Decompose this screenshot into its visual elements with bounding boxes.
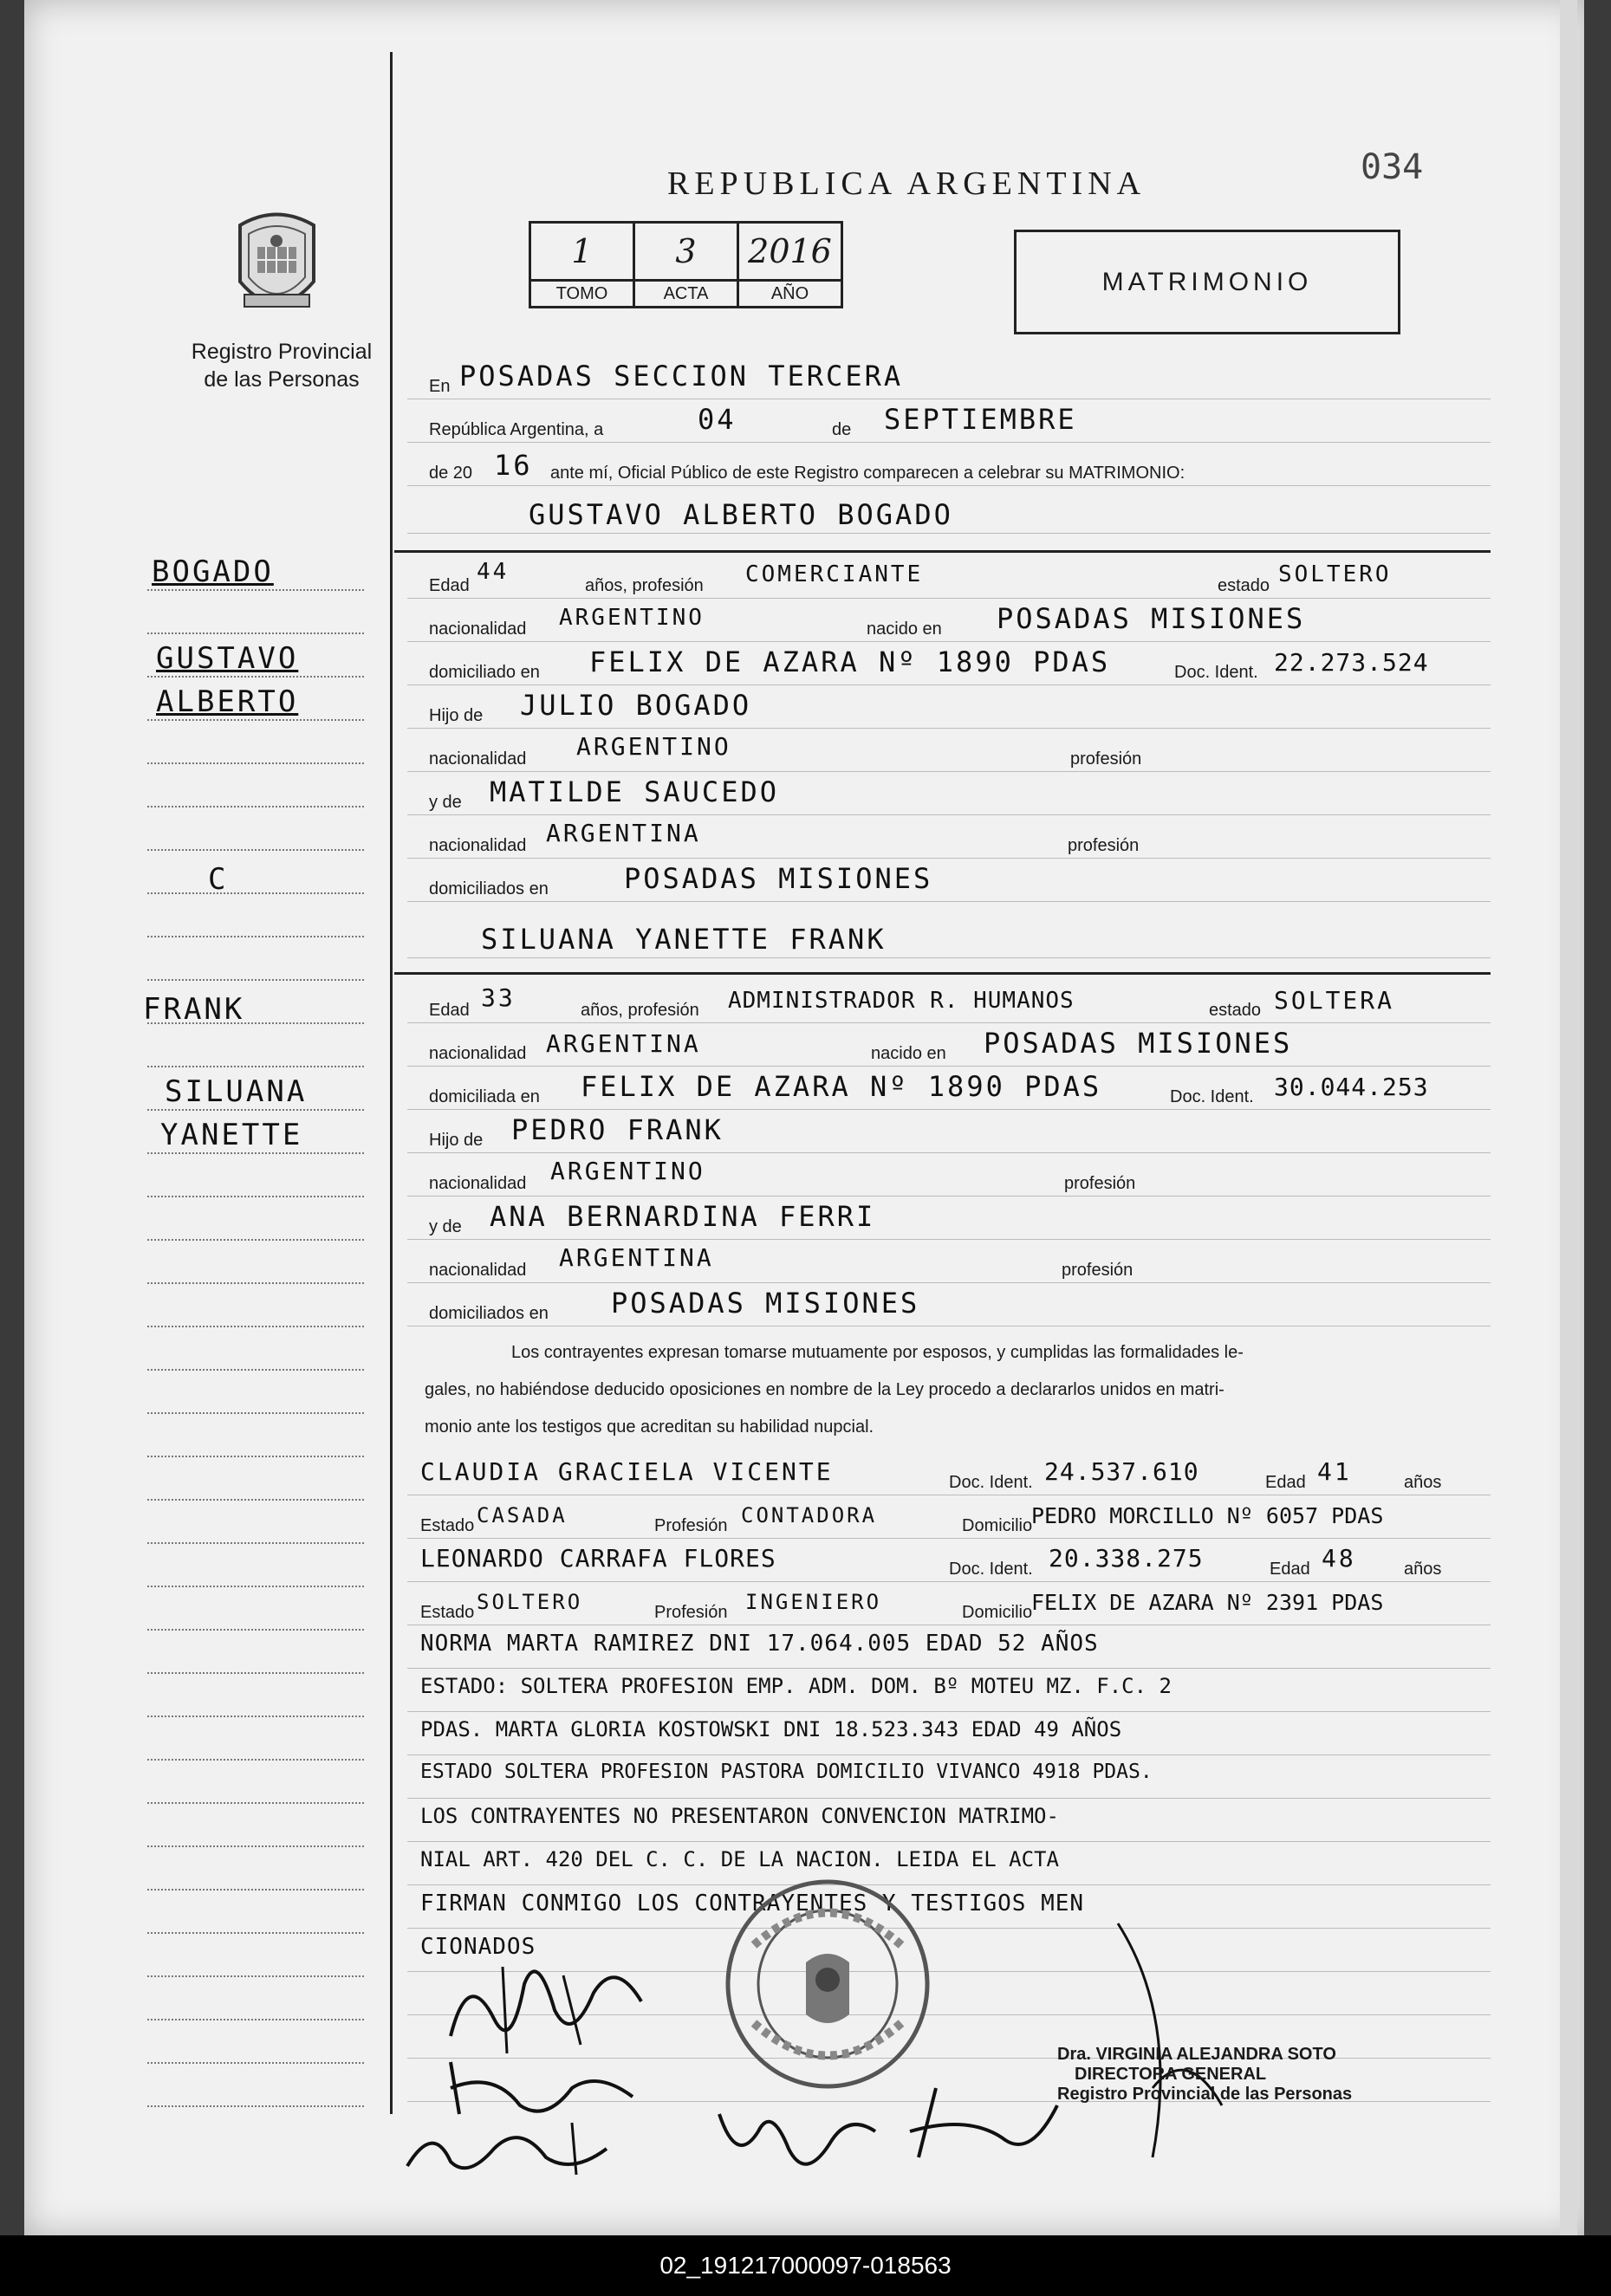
witness1-address: PEDRO MORCILLO Nº 6057 PDAS [1031,1503,1384,1528]
groom-address-label: domiciliado en [429,663,540,682]
bride-nationality: ARGENTINA [546,1029,701,1058]
margin-conjunction: C [208,862,229,897]
bride-mother-nationality: ARGENTINA [559,1243,714,1272]
republica-label: República Argentina, a [429,420,604,439]
bride-full-name: SILUANA YANETTE FRANK [481,923,887,956]
bride-address-label: domiciliada en [429,1087,540,1106]
groom-mother-nationality: ARGENTINA [546,819,701,847]
bride-father-nationality-label: nacionalidad [429,1174,527,1193]
note-line-3: PDAS. MARTA GLORIA KOSTOWSKI DNI 18.523.343 EDAD 49 AÑOS [420,1717,1122,1741]
note-line-8: CIONADOS [420,1934,536,1960]
note-line-6: NIAL ART. 420 DEL C. C. DE LA NACION. LEIDA EL ACTA [420,1847,1059,1871]
witness2-address: FELIX DE AZARA Nº 2391 PDAS [1031,1590,1384,1615]
footer-code: 02_191217000097-018563 [0,2235,1611,2296]
groom-separator [394,550,1491,553]
witness2-profession-label: Profesión [654,1603,728,1622]
bride-profession-label: años, profesión [581,1001,699,1020]
note-line-5: LOS CONTRAYENTES NO PRESENTARON CONVENCION MATRIMO- [420,1804,1059,1828]
bride-status: SOLTERA [1274,986,1395,1015]
official-block [1057,2045,1352,2105]
year-suffix: 16 [494,449,533,482]
folio-number: 034 [1361,147,1424,187]
bride-profession: ADMINISTRADOR R. HUMANOS [728,988,1075,1014]
official-org: Registro Provincial de las Personas [1057,2085,1353,2104]
groom-nationality: ARGENTINO [559,605,705,631]
bride-separator [394,972,1491,975]
official-stamp-icon [719,1876,936,2092]
acta-label: ACTA [634,281,738,308]
registry-name: Registro Provincial de las Personas [191,340,373,392]
witness2-doc-label: Doc. Ident. [949,1560,1033,1579]
margin-groom-name1: GUSTAVO [156,641,299,676]
margin-groom-name2: ALBERTO [156,684,299,719]
de-label: de [832,420,852,439]
margin-bride-name2: YANETTE [160,1118,303,1152]
witness1-age-label: Edad [1265,1473,1306,1492]
bride-father-label: Hijo de [429,1131,484,1150]
bride-father-profession-label: profesión [1064,1174,1136,1193]
province-seal-icon [227,208,327,325]
day-value: 04 [698,403,737,436]
formal-declaration: Los contrayentes expresan tomarse mutuamente por esposos, y cumplidas las formalidades le- gales, no habiéndose deducido oposiciones en nombre de la Ley procedo a declararlos unidos en matri- monio ante los testigos que acreditan su habilidad nupcial. [425,1343,1244,1437]
bride-mother-nationality-label: nacionalidad [429,1261,527,1280]
bride-mother: ANA BERNARDINA FERRI [490,1200,876,1233]
record-type-box: MATRIMONIO [1014,230,1400,334]
witness1-age: 41 [1317,1457,1352,1486]
volume-reference-table [529,221,843,308]
note-line-4: ESTADO SOLTERA PROFESION PASTORA DOMICILIO VIVANCO 4918 PDAS. [420,1761,1153,1783]
signature-witness2-icon [711,2097,884,2192]
groom-nationality-label: nacionalidad [429,619,527,639]
witness2-years-label: años [1404,1560,1442,1579]
witness1-doc-label: Doc. Ident. [949,1473,1033,1492]
official-role: DIRECTORA GENERAL [1075,2065,1267,2084]
groom-father: JULIO BOGADO [520,689,752,722]
bride-age: 33 [481,983,516,1012]
groom-profession: COMERCIANTE [745,561,924,587]
groom-full-name: GUSTAVO ALBERTO BOGADO [529,498,953,531]
witness1-profession: CONTADORA [741,1503,878,1527]
note-line-7: FIRMAN CONMIGO LOS CONTRAYENTES Y TESTIGOS MEN [420,1891,1085,1917]
tomo-label: TOMO [530,281,634,308]
groom-father-label: Hijo de [429,706,484,725]
witness2-profession: INGENIERO [745,1590,882,1614]
bride-father-nationality: ARGENTINO [550,1157,705,1185]
margin-groom-surname: BOGADO [152,555,274,589]
document-title: REPUBLICA ARGENTINA [667,165,1147,202]
year-prefix: de 20 [429,464,473,483]
groom-doc-label: Doc. Ident. [1174,663,1258,682]
note-line-1: NORMA MARTA RAMIREZ DNI 17.064.005 EDAD 52 AÑOS [420,1631,1099,1657]
tomo-value: 1 [530,223,634,281]
groom-parents-address-label: domiciliados en [429,879,549,898]
groom-born-in: POSADAS MISIONES [997,602,1306,635]
official-name: Dra. VIRGINIA ALEJANDRA SOTO [1057,2045,1336,2064]
bride-doc-label: Doc. Ident. [1170,1087,1254,1106]
groom-status: SOLTERO [1278,561,1392,587]
witness1-status: CASADA [477,1503,568,1527]
witness1-doc: 24.537.610 [1044,1457,1199,1486]
witness1-status-label: Estado [420,1516,475,1535]
groom-father-nationality: ARGENTINO [576,732,731,761]
witness2-status: SOLTERO [477,1590,583,1614]
margin-bride-name1: SILUANA [165,1074,308,1109]
witness1-address-label: Domicilio [962,1516,1033,1535]
bride-mother-label: y de [429,1217,462,1236]
acta-value: 3 [634,223,738,281]
signature-groom-icon [442,1941,659,2062]
bride-parents-address: POSADAS MISIONES [611,1287,920,1320]
note-line-2: ESTADO: SOLTERA PROFESION EMP. ADM. DOM. Bº MOTEU MZ. F.C. 2 [420,1674,1172,1698]
bride-born-label: nacido en [871,1044,946,1063]
anio-value: 2016 [738,223,842,281]
bride-mother-profession-label: profesión [1062,1261,1134,1280]
signature-witness3-icon [901,2079,1066,2175]
groom-parents-address: POSADAS MISIONES [624,862,933,895]
witness2-age-label: Edad [1270,1560,1310,1579]
page-edge [1560,0,1577,2235]
bride-age-label: Edad [429,1001,470,1020]
bride-address: FELIX DE AZARA Nº 1890 PDAS [581,1070,1102,1103]
groom-status-label: estado [1218,576,1270,595]
signature-witness1-icon [399,2114,615,2183]
witness2-name: LEONARDO CARRAFA FLORES [420,1544,776,1573]
bride-father: PEDRO FRANK [511,1113,724,1146]
bride-status-label: estado [1209,1001,1262,1020]
witness2-doc: 20.338.275 [1049,1544,1204,1573]
groom-address: FELIX DE AZARA Nº 1890 PDAS [589,645,1111,678]
groom-mother-label: y de [429,793,462,812]
witness1-name: CLAUDIA GRACIELA VICENTE [420,1457,834,1486]
groom-mother-profession-label: profesión [1068,836,1140,855]
groom-age: 44 [477,559,510,585]
margin-bride-surname: FRANK [143,992,245,1027]
comparecen-text: ante mí, Oficial Público de este Registro comparecen a celebrar su MATRIMONIO: [550,464,1186,483]
bride-parents-address-label: domiciliados en [429,1304,549,1323]
witness1-years-label: años [1404,1473,1442,1492]
month-value: SEPTIEMBRE [884,403,1077,436]
bride-nationality-label: nacionalidad [429,1044,527,1063]
bride-doc: 30.044.253 [1274,1073,1429,1101]
bride-born-in: POSADAS MISIONES [984,1027,1293,1060]
groom-father-nationality-label: nacionalidad [429,749,527,769]
groom-profession-label: años, profesión [585,576,704,595]
groom-mother-nationality-label: nacionalidad [429,836,527,855]
groom-age-label: Edad [429,576,470,595]
signature-bride-icon [442,2053,641,2123]
en-label: En [429,377,451,396]
witness2-age: 48 [1322,1544,1356,1573]
witness2-address-label: Domicilio [962,1603,1033,1622]
witness1-profession-label: Profesión [654,1516,728,1535]
groom-doc: 22.273.524 [1274,648,1429,677]
anio-label: AÑO [738,281,842,308]
groom-born-label: nacido en [867,619,942,639]
place-value: POSADAS SECCION TERCERA [459,360,904,392]
groom-father-profession-label: profesión [1070,749,1142,769]
groom-mother: MATILDE SAUCEDO [490,775,779,808]
witness2-status-label: Estado [420,1603,475,1622]
